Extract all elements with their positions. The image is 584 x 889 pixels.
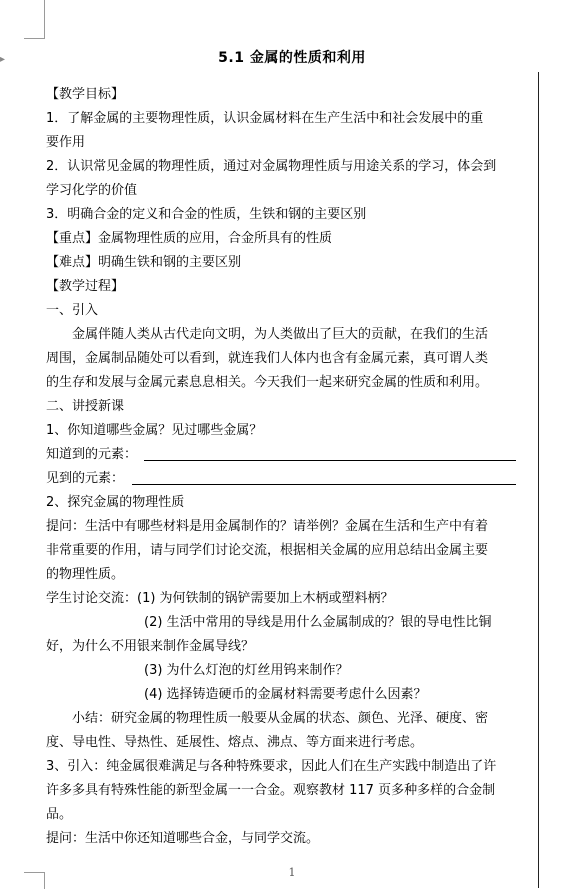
fill-blank-seen[interactable]: [132, 484, 516, 485]
paragraph-line: 周围，金属制品随处可以看到，就连我们人体内也含有金属元素，真可谓人类: [46, 351, 489, 366]
paragraph-line: 许多多具有特殊性能的新型金属一一合金。观察教材 117 页多种多样的合金制: [46, 783, 496, 798]
paragraph-line: 3、引入：纯金属很难满足与各种特殊要求，因此人们在生产实践中制造出了许: [46, 759, 497, 774]
objective-line: 3．明确合金的定义和合金的性质，生铁和钢的主要区别: [46, 207, 367, 222]
key-point-line: 【重点】金属物理性质的应用，合金所具有的性质: [46, 231, 333, 246]
fill-blank-known[interactable]: [144, 460, 516, 461]
paragraph-line: 的物理性质。: [46, 567, 125, 582]
objective-line: 要作用: [46, 135, 86, 150]
paragraph-line: 提问：生活中有哪些材料是用金属制作的？请举例？金属在生活和生产中有着: [46, 519, 489, 534]
summary-line: 度、导电性、导热性、延展性、熔点、沸点、等方面来进行考虑。: [46, 735, 424, 750]
margin-tick-icon: ▸: [0, 54, 6, 65]
question-line: 提问：生活中你还知道哪些合金，与同学交流。: [46, 831, 320, 846]
discussion-line: (3) 为什么灯泡的灯丝用钨来制作？: [144, 663, 349, 678]
crop-mark-top-left: [24, 0, 45, 39]
subsection-heading: 一、引入: [46, 303, 99, 318]
objective-line: 学习化学的价值: [46, 183, 138, 198]
objective-line: 2．认识常见金属的物理性质，通过对金属物理性质与用途关系的学习，体会到: [46, 159, 497, 174]
discussion-line: 学生讨论交流：(1) 为何铁制的锅铲需要加上木柄或塑料柄？: [46, 591, 394, 606]
page-number: 1: [288, 866, 296, 879]
fill-label-known: 知道到的元素：: [46, 447, 138, 462]
question-line: 2、探究金属的物理性质: [46, 495, 185, 510]
discussion-line: 好，为什么不用银来制作金属导线？: [46, 639, 255, 654]
summary-line: 小结：研究金属的物理性质一般要从金属的状态、颜色、光泽、硬度、密: [72, 711, 489, 726]
page-right-edge: [538, 72, 539, 888]
paragraph-line: 品。: [46, 807, 73, 822]
paragraph-line: 金属伴随人类从古代走向文明，为人类做出了巨大的贡献，在我们的生活: [72, 327, 489, 342]
paragraph-line: 非常重要的作用，请与同学们讨论交流，根据相关金属的应用总结出金属主要: [46, 543, 489, 558]
fill-label-seen: 见到的元素：: [46, 471, 125, 486]
discussion-line: (2) 生活中常用的导线是用什么金属制成的？银的导电性比铜: [144, 615, 492, 630]
objective-line: 1．了解金属的主要物理性质，认识金属材料在生产生活中和社会发展中的重: [46, 111, 484, 126]
discussion-line: (4) 选择铸造硬币的金属材料需要考虑什么因素？: [144, 687, 427, 702]
paragraph-line: 的生存和发展与金属元素息息相关。今天我们一起来研究金属的性质和利用。: [46, 375, 489, 390]
subsection-heading: 二、讲授新课: [46, 399, 125, 414]
section-heading-process: 【教学过程】: [46, 279, 125, 294]
section-heading-objectives: 【教学目标】: [46, 87, 125, 102]
difficult-point-line: 【难点】明确生铁和钢的主要区别: [46, 255, 242, 270]
document-title: 5.1 金属的性质和利用: [218, 50, 366, 66]
question-line: 1、你知道哪些金属？见过哪些金属？: [46, 423, 263, 438]
